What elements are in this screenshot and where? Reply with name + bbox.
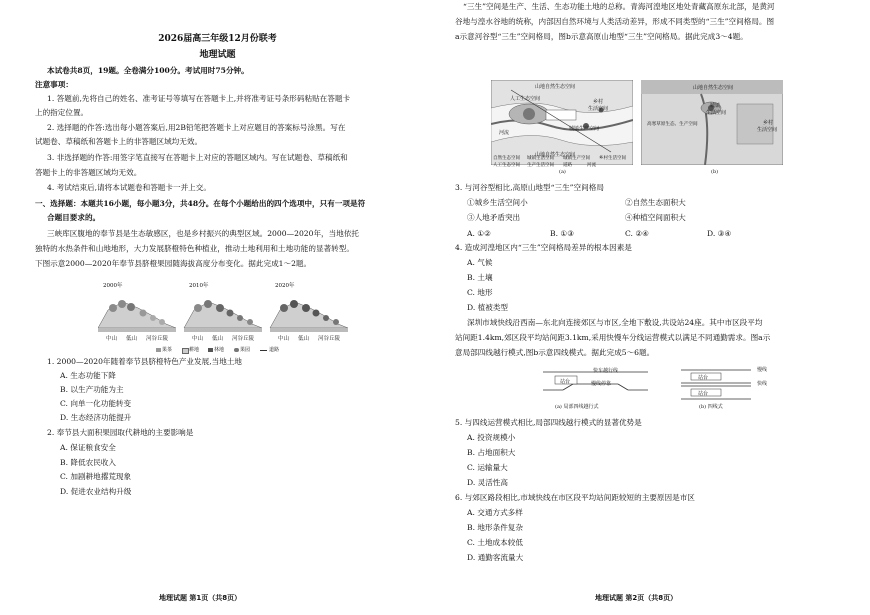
q6-option[interactable]: C. 土地成本较低 — [467, 538, 523, 547]
panel-2010 — [184, 300, 262, 332]
passage-line: “三生”空间是生产、生活、生态功能土地的总称。青海河湟地区地处青藏高原东北部，是黄河 — [463, 2, 775, 11]
q1-option[interactable]: C. 向单一化功能转变 — [60, 399, 132, 408]
fig-b-label: 山地自然生态空间 — [693, 85, 734, 91]
year-label: 2020年 — [275, 283, 295, 289]
note-line: 2. 选择题的作答:选出每小题答案后,用2B铅笔把答题卡上对应题目的答案标号涂黑。写在 — [47, 123, 346, 132]
legend-label: 道路 — [563, 163, 572, 168]
fig-c-label: 慢线停靠 — [591, 381, 612, 387]
fig-a-caption: (a) — [559, 169, 566, 175]
passage2-line: 意局部四线越行模式,图b示意四线模式。据此完成5～6题。 — [455, 348, 655, 357]
exam-title: 2026届高三年级12月份联考 — [158, 34, 277, 44]
q1-option[interactable]: A. 生态功能下降 — [60, 371, 116, 380]
note-line: 3. 非选择题的作答:用签字笔直接写在答题卡上对应的答题区域内。写在试题卷、草稿纸和 — [47, 153, 348, 162]
q2-option[interactable]: C. 加剧耕地撂荒现象 — [60, 472, 132, 481]
question-6-stem: 6. 与郊区路段相比,市域快线在市区段平均站间距较短的主要原因是市区 — [455, 493, 695, 502]
legend-label: 林地 — [214, 347, 225, 353]
fig-d-label: 快线 — [757, 381, 768, 387]
legend-label: 生产生活空间 — [527, 163, 554, 168]
question-2-stem: 2. 奉节县大面积果园取代耕地的主要影响是 — [47, 428, 194, 437]
fig-d-label: 慢线 — [757, 367, 768, 373]
passage2-line: 站间距1.4km,郊区段平均站间距3.1km,采用快慢车分线运营模式以满足不同通勤需求。图a示 — [455, 333, 771, 342]
year-label: 2000年 — [103, 283, 123, 289]
axis-label: 中山 — [106, 336, 118, 342]
note-line: 1. 答题前,先将自己的姓名、准考证号等填写在答题卡上,并将准考证号条形码粘贴在答题卡 — [47, 94, 351, 103]
page-2 — [435, 0, 870, 615]
passage-line: 下图示意2000—2020年奉节县脐橙果园随海拔高度分布变化。据此完成1～2题。 — [35, 259, 312, 268]
q3-item: ①城乡生活空间小 — [467, 198, 528, 207]
panel-2020 — [270, 300, 348, 332]
q2-option[interactable]: B. 降低农民收入 — [60, 458, 116, 467]
legend-label: 城镇生活空间 — [527, 156, 554, 161]
question-3-stem: 3. 与河谷型相比,高原山地型“三生”空间格局 — [455, 183, 604, 192]
q4-option[interactable]: A. 气候 — [467, 258, 493, 267]
q1-option[interactable]: D. 生态经济功能提升 — [60, 413, 132, 422]
fig-a-label: 山地自然生态空间 — [535, 152, 576, 158]
q1-option[interactable]: B. 以生产功能为主 — [60, 385, 124, 394]
q4-option[interactable]: C. 地形 — [467, 288, 493, 297]
year-label: 2010年 — [189, 283, 209, 289]
page-footer: 地理试题 第2页（共8页） — [595, 594, 678, 602]
fig-a-label: 城镇生产空间 — [569, 126, 600, 132]
question-5-stem: 5. 与四线运营模式相比,局部四线越行模式的显著优势是 — [455, 418, 642, 427]
legend-label: 城镇生产空间 — [563, 156, 590, 161]
axis-label: 低山 — [212, 336, 224, 342]
fig-b-label: 生活空间 — [706, 110, 727, 116]
axis-label: 低山 — [126, 336, 138, 342]
fig-c-caption: (a) 局部四线越行式 — [555, 404, 599, 410]
panel-2000 — [98, 300, 176, 332]
axis-label: 中山 — [192, 336, 204, 342]
fig-d-label: 站台 — [698, 391, 709, 397]
axis-label: 中山 — [278, 336, 290, 342]
fig-c-label: 快车越行线 — [593, 368, 619, 374]
q4-option[interactable]: B. 土壤 — [467, 273, 493, 282]
fig-a-label: 生活空间 — [588, 106, 609, 112]
legend-label: 道路 — [269, 347, 280, 353]
q6-option[interactable]: A. 交通方式多样 — [467, 508, 523, 517]
q3-option[interactable]: D. ③④ — [707, 229, 732, 238]
q3-item: ③人地矛盾突出 — [467, 213, 521, 222]
fig-a-label: 乡村 — [593, 99, 604, 105]
fig-a-label: 河流 — [499, 130, 510, 136]
axis-label: 河谷丘陵 — [232, 336, 255, 342]
q5-option[interactable]: A. 投资规模小 — [467, 433, 516, 442]
q2-option[interactable]: D. 促进农业结构升级 — [60, 487, 132, 496]
fig-b-caption: (b) — [711, 169, 719, 175]
fig-a-label: 人工生态空间 — [510, 96, 541, 102]
note-line: 答题卡上的非答题区域均无效。 — [35, 168, 142, 177]
note-line: 试题卷、草稿纸和答题卡上的非答题区域均无效。 — [35, 137, 203, 146]
subject-title: 地理试题 — [199, 50, 236, 60]
q3-option[interactable]: A. ①② — [467, 229, 491, 238]
fig-b-label: 城镇 — [710, 103, 721, 109]
legend-label: 果茶 — [162, 347, 173, 353]
legend-label: 耕地 — [189, 347, 200, 353]
q2-option[interactable]: A. 保证粮食安全 — [60, 443, 116, 452]
q5-option[interactable]: B. 占地面积大 — [467, 448, 516, 457]
axis-label: 低山 — [298, 336, 310, 342]
notes-heading: 注意事项： — [35, 80, 73, 89]
legend-label: 果园 — [240, 347, 251, 353]
fig-b-label: 高寒草原生态、生产空间 — [647, 122, 698, 127]
q4-option[interactable]: D. 植被类型 — [467, 303, 509, 312]
q6-option[interactable]: D. 通勤客流量大 — [467, 553, 524, 562]
passage-line: a示意河谷型“三生”空间格局，图b示意高原山地型“三生”空间格局。据此完成3～4题。 — [455, 32, 748, 41]
q3-option[interactable]: B. ①③ — [550, 229, 575, 238]
legend-label: 乡村生活空间 — [599, 156, 626, 161]
fig-a-label: 山地自然生态空间 — [535, 84, 576, 90]
passage-line: 独特的水热条件和山地地形，大力发展脐橙特色种植业，推动土地利用和土地功能的显著转型。 — [35, 244, 354, 253]
q5-option[interactable]: C. 运输量大 — [467, 463, 508, 472]
section-heading: 一、选择题：本题共16小题，每小题3分，共48分。在每个小题给出的四个选项中，只有一项是符 — [35, 199, 366, 208]
fig-d-label: 站台 — [698, 375, 709, 381]
axis-label: 河谷丘陵 — [318, 336, 341, 342]
page-footer: 地理试题 第1页（共8页） — [159, 594, 242, 602]
question-1-stem: 1. 2000—2020年随着奉节县脐橙特色产业发展,当地土地 — [47, 357, 243, 366]
legend-label: 人工生态空间 — [493, 163, 520, 168]
q5-option[interactable]: D. 灵活性高 — [467, 478, 509, 487]
axis-label: 河谷丘陵 — [146, 336, 169, 342]
passage-line: 三峡库区腹地的奉节县是生态敏感区，也是乡村振兴的典型区域。2000—2020年，当地依托 — [47, 229, 360, 238]
q3-item: ④种植空间面积大 — [625, 213, 686, 222]
note-line: 4. 考试结束后,请将本试题卷和答题卡一并上交。 — [47, 183, 211, 192]
fig-legend — [493, 154, 643, 172]
fig-b-label: 乡村 — [763, 120, 774, 126]
exam-meta: 本试卷共8页，19题。全卷满分100分。考试用时75分钟。 — [47, 66, 249, 75]
q6-option[interactable]: B. 地形条件复杂 — [467, 523, 523, 532]
legend-label: 河流 — [587, 163, 596, 168]
passage2-line: 深圳市域快线沿西南—东北向连接郊区与市区,全地下敷设,共设站24座。其中市区段平均 — [467, 318, 763, 327]
figure-legend — [156, 346, 306, 354]
legend-label: 自然生态空间 — [493, 156, 520, 161]
q3-item: ②自然生态面积大 — [625, 198, 686, 207]
passage-line: 谷地与湟水谷地的统称，内部因自然环境与人类活动差异，形成不同类型的“三生”空间格局。图 — [455, 17, 775, 26]
q3-option[interactable]: C. ②④ — [625, 229, 649, 238]
fig-b-label: 生活空间 — [757, 127, 778, 133]
fig-d-caption: (b) 四线式 — [699, 404, 723, 410]
fig-c-label: 站台 — [560, 379, 571, 385]
note-line: 上的指定位置。 — [35, 108, 89, 117]
four-line-figure — [681, 364, 751, 404]
question-4-stem: 4. 造成河湟地区内“三生”空间格局差异的根本因素是 — [455, 243, 632, 252]
section-heading: 合题目要求的。 — [47, 213, 101, 222]
